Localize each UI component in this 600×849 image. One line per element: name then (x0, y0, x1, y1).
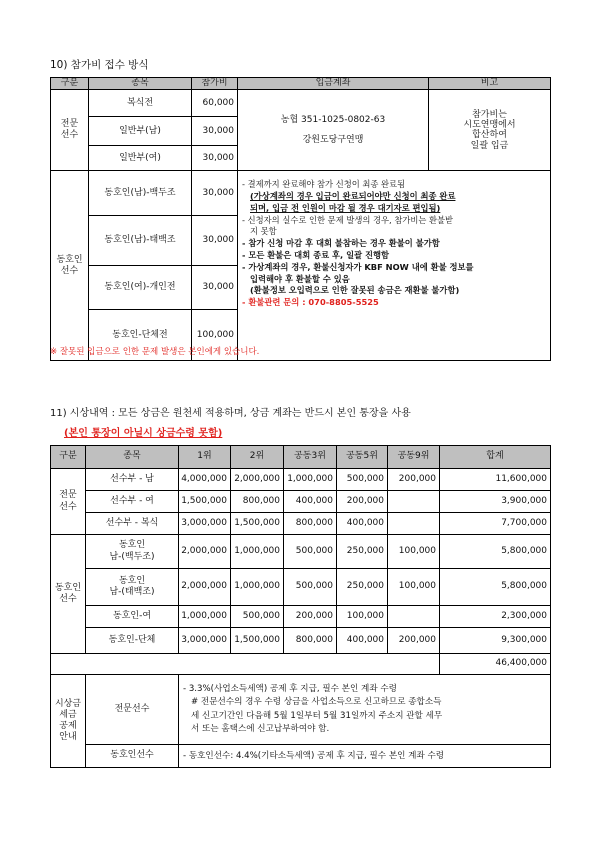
fee-event: 동호인-단체전 (89, 310, 192, 361)
prize-value: 100,000 (388, 535, 440, 569)
account-info (238, 90, 429, 171)
prize-value: 800,000 (284, 513, 337, 535)
tax-club-info: - 동호인선수: 4.4%(기타소득세액) 공제 후 지급, 필수 본인 계좌 수령 (179, 745, 551, 768)
prize-value: 1,000,000 (231, 535, 284, 569)
tax-pro-info (179, 675, 551, 745)
prize-value: 200,000 (337, 491, 388, 513)
refund-contact: - 환불관련 문의 : 070-8805-5525 (242, 297, 379, 308)
prize-value: 500,000 (284, 569, 337, 606)
prize-value: 200,000 (388, 628, 440, 654)
note-line: - 가상계좌의 경우, 환불신청자가 KBF NOW 내에 환불 정보를 (242, 261, 474, 272)
prize-value: 800,000 (231, 491, 284, 513)
prize-event: 동호인 남-(백두조) (86, 535, 179, 569)
prize-value: 400,000 (337, 513, 388, 535)
header-account: 입금계좌 (238, 78, 429, 90)
note-line: 지 못함 (250, 226, 277, 237)
grand-total: 46,400,000 (440, 654, 551, 675)
prize-event: 동호인-단체 (86, 628, 179, 654)
tax-pro-label: 전문선수 (86, 675, 179, 745)
prize-value: 200,000 (388, 469, 440, 491)
note-line: (가상계좌의 경우 입금이 완료되어야만 신청이 최종 완료 (250, 191, 456, 202)
grand-total-spacer (51, 654, 440, 675)
prize-total: 11,600,000 (440, 469, 551, 491)
prize-event: 동호인-여 (86, 606, 179, 628)
header-rank: 공동9위 (388, 446, 440, 469)
header-remark: 비고 (429, 78, 551, 90)
prize-total: 3,900,000 (440, 491, 551, 513)
prize-value: 4,000,000 (179, 469, 231, 491)
prize-value (388, 513, 440, 535)
prize-table (50, 445, 551, 768)
section-10-title: 10) 참가비 접수 방식 (50, 59, 149, 71)
fee-amount: 30,000 (192, 171, 238, 216)
tax-club-label: 동호인선수 (86, 745, 179, 768)
account-holder: 강원도당구연맹 (302, 134, 364, 145)
section-11-title: 11) 시상내역 : 모든 상금은 원천세 적용하며, 상금 계좌는 반드시 본인 통장을 사용 (50, 408, 411, 419)
prize-value: 200,000 (284, 606, 337, 628)
note-line: - 모든 환불은 대회 종료 후, 일괄 진행함 (242, 249, 390, 260)
prize-value: 3,000,000 (179, 513, 231, 535)
header-category: 구분 (51, 446, 86, 469)
prize-value: 250,000 (337, 569, 388, 606)
note-line: - 결제까지 완료해야 참가 신청이 최종 완료됨 (242, 179, 406, 190)
prize-value (388, 606, 440, 628)
header-rank: 공동3위 (284, 446, 337, 469)
club-group-label: 동호인 선수 (51, 171, 89, 361)
prize-value: 1,000,000 (231, 569, 284, 606)
section-11-subtitle: (본인 통장이 아닐시 상금수령 못함) (64, 428, 223, 439)
header-event: 종목 (86, 446, 179, 469)
fee-amount: 60,000 (192, 90, 238, 117)
prize-value: 2,000,000 (179, 535, 231, 569)
prize-value: 500,000 (284, 535, 337, 569)
prize-total: 5,800,000 (440, 569, 551, 606)
prize-value: 1,500,000 (231, 513, 284, 535)
prize-event: 선수부 - 남 (86, 469, 179, 491)
prize-event: 동호인 남-(태백조) (86, 569, 179, 606)
prize-value: 2,000,000 (179, 569, 231, 606)
fee-event: 일반부(여) (89, 146, 192, 171)
prize-total: 7,700,000 (440, 513, 551, 535)
account-number: 농협 351-1025-0802-63 (280, 114, 386, 125)
prize-value: 2,000,000 (231, 469, 284, 491)
note-line: 되며, 입금 전 인원이 마감 될 경우 대기자로 편입됨) (250, 202, 441, 213)
prize-value: 500,000 (231, 606, 284, 628)
fee-amount: 30,000 (192, 146, 238, 171)
tax-group-label: 시상금 세금 공제 안내 (51, 675, 86, 768)
fee-amount: 30,000 (192, 216, 238, 266)
prize-total: 9,300,000 (440, 628, 551, 654)
note-line: - 참가 신청 마감 후 대회 불참하는 경우 환불이 불가함 (242, 238, 440, 249)
note-line: - 신청자의 실수로 인한 문제 발생의 경우, 참가비는 환불받 (242, 214, 454, 225)
fee-table (50, 77, 551, 361)
fee-amount: 30,000 (192, 117, 238, 146)
header-fee: 참가비 (192, 78, 238, 90)
club-group-label: 동호인 선수 (51, 535, 86, 654)
prize-value: 1,500,000 (231, 628, 284, 654)
note-line: (환불정보 오입력으로 인한 잘못된 송금은 재환불 불가함) (250, 285, 460, 296)
prize-value: 400,000 (284, 491, 337, 513)
prize-value: 1,000,000 (284, 469, 337, 491)
prize-value: 1,000,000 (179, 606, 231, 628)
fee-event: 동호인(남)-백두조 (89, 171, 192, 216)
header-rank: 공동5위 (337, 446, 388, 469)
prize-value: 800,000 (284, 628, 337, 654)
prize-value: 100,000 (388, 569, 440, 606)
prize-value: 250,000 (337, 535, 388, 569)
fee-event: 일반부(남) (89, 117, 192, 146)
prize-event: 선수부 - 복식 (86, 513, 179, 535)
prize-value: 1,500,000 (179, 491, 231, 513)
header-event: 종목 (89, 78, 192, 90)
pro-group-label: 전문 선수 (51, 469, 86, 535)
warning-note: ※ 잘못된 입금으로 인한 문제 발생은 본인에게 있습니다. (50, 347, 260, 357)
fee-event: 동호인(남)-태백조 (89, 216, 192, 266)
pro-group-label: 전문 선수 (51, 90, 89, 171)
header-rank: 1위 (179, 446, 231, 469)
tax-line: - 3.3%(사업소득세액) 공제 후 지급, 필수 본인 계좌 수령 (183, 683, 397, 694)
prize-event: 선수부 - 여 (86, 491, 179, 513)
tax-line: # 전문선수의 경우 수령 상금을 사업소득으로 신고하므로 종합소득 (191, 697, 442, 708)
header-category: 구분 (51, 78, 89, 90)
fee-event: 동호인(여)-개인전 (89, 266, 192, 310)
prize-value: 400,000 (337, 628, 388, 654)
prize-value: 3,000,000 (179, 628, 231, 654)
prize-value: 100,000 (337, 606, 388, 628)
prize-total: 2,300,000 (440, 606, 551, 628)
fee-amount: 30,000 (192, 266, 238, 310)
fee-amount: 100,000 (192, 310, 238, 361)
remark-cell: 참가비는 시도연맹에서 합산하여 일괄 입금 (429, 90, 551, 171)
tax-line: 세 신고기간인 다음해 5월 1일부터 5월 31일까지 주소지 관할 세무 (191, 710, 443, 721)
prize-value (388, 491, 440, 513)
header-total: 합계 (440, 446, 551, 469)
prize-total: 5,800,000 (440, 535, 551, 569)
refund-notes (238, 171, 551, 361)
fee-event: 복식전 (89, 90, 192, 117)
header-rank: 2위 (231, 446, 284, 469)
prize-value: 500,000 (337, 469, 388, 491)
tax-line: 서 또는 홈택스에 신고납부하여야 함. (191, 723, 330, 734)
note-line: 입력해야 후 환불할 수 있음 (250, 273, 350, 284)
